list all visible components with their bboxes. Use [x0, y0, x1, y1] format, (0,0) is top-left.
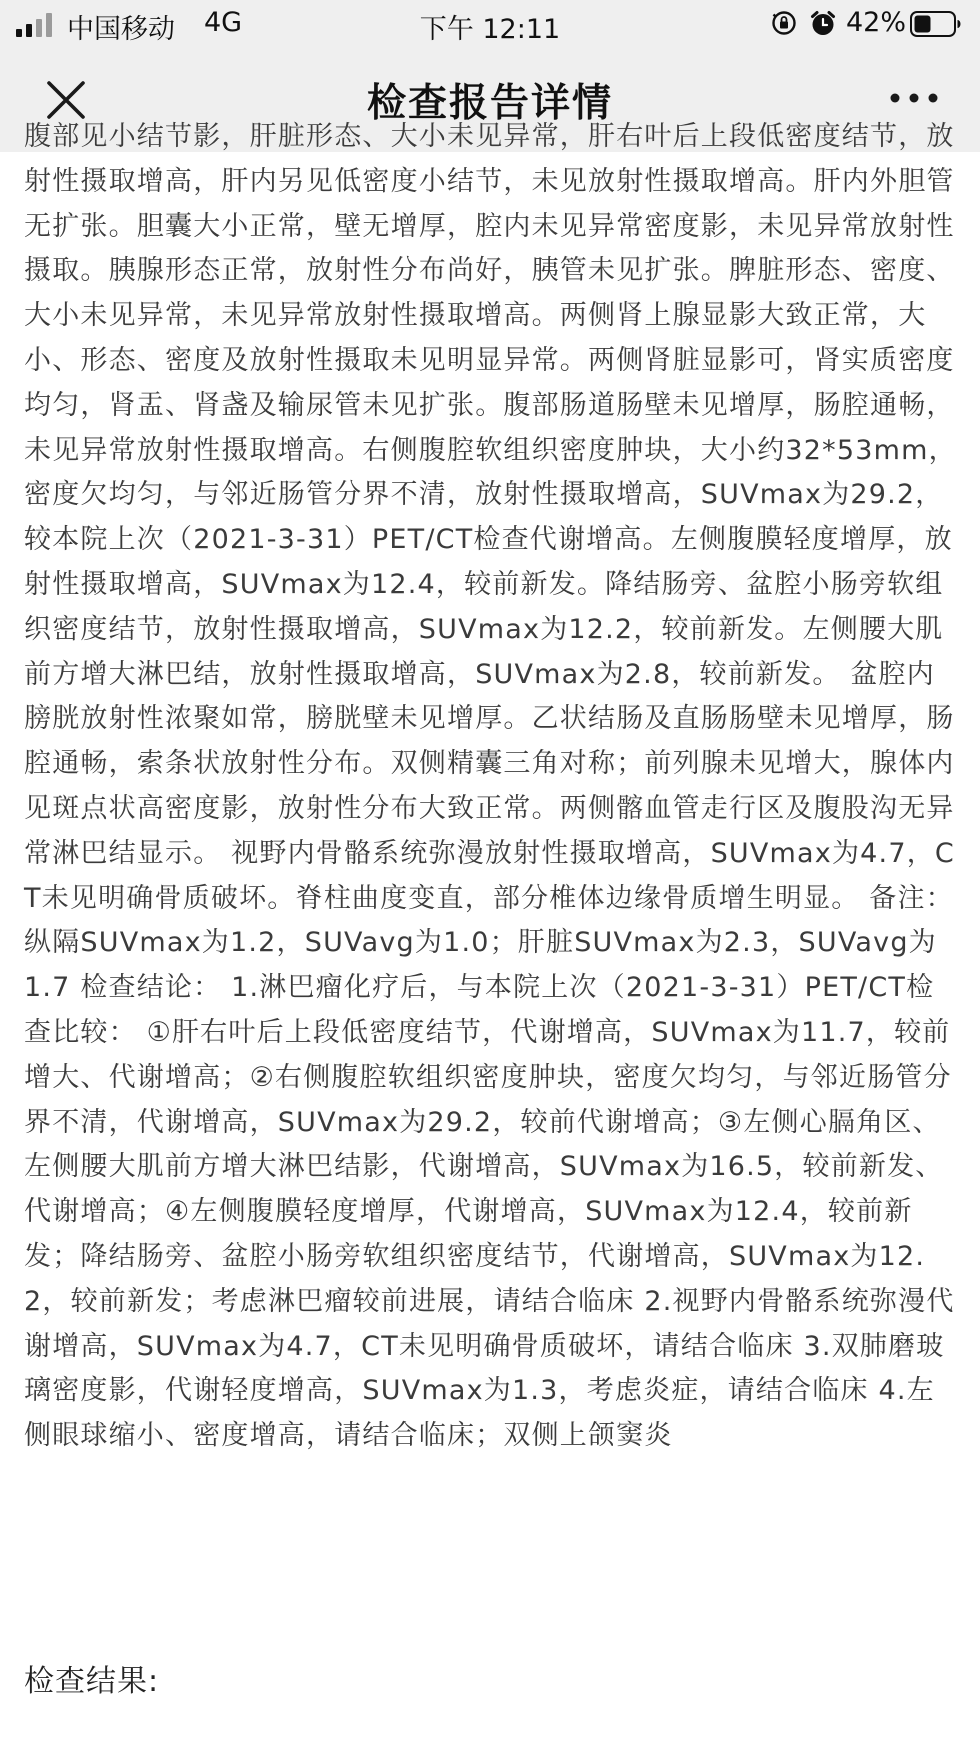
battery-icon [910, 11, 962, 37]
network-type: 4G [204, 7, 243, 38]
status-bar [0, 0, 980, 48]
result-section-label: 检查结果: [24, 1664, 160, 1699]
page-title: 检查报告详情 [366, 81, 613, 126]
alarm-icon [809, 9, 837, 37]
rotation-lock-icon [771, 10, 797, 36]
report-text: 腹部见小结节影，肝脏形态、大小未见异常，肝右叶后上段低密度结节，放射性摄取增高，肝内另见低密度小结节，未见放射性摄取增高。肝内外胆管无扩张。胆囊大小正常，壁无增厚，腔内未见异常密度影，未见异常放射性摄取。胰腺形态正常，放射性分布尚好，胰管未见扩张。脾脏形态、密度、大小未见异常，未见异常放射性摄取增高。两侧肾上腺显影大致正常，大小、形态、密度及放射性摄取未见明显异常。两侧肾脏显影可，肾实质密度均匀，肾盂、肾盏及输尿管未见扩张。腹部肠道肠壁未见增厚，肠腔通畅，未见异常放射性摄取增高。右侧腹腔软组织密度肿块，大小约32*53mm，密度欠均匀，与邻近肠管分界不清，放射性摄取增高，SUVmax为29.2，较本院上次（2021-3-31）PET/CT检查代谢增高。左侧腹膜轻度增厚，放射性摄取增高，SUVmax为12.4，较前新发。降结肠旁、盆腔小肠旁软组织密度结节，放射性摄取增高，SUVmax为12.2，较前新发。左侧腰大肌前方增大淋巴结，放射性摄取增高，SUVmax为2.8，较前新发。 盆腔内膀胱放射性浓聚如常，膀胱壁未见增厚。乙状结肠及直肠肠壁未见增厚，肠腔通畅，索条状放射性分布。双侧精囊三角对称；前列腺未见增大，腺体内见斑点状高密度影，放射性分布大致正常。两侧髂血管走行区及腹股沟无异常淋巴结显示。 视野内骨骼系统弥漫放射性摄取增高，SUVmax为4.7，CT未见明确骨质破坏。脊柱曲度变直，部分椎体边缘骨质增生明显。 备注：纵隔SUVmax为1.2，SUVavg为1.0；肝脏SUVmax为2.3，SUVavg为1.7 检查结论： 1.淋巴瘤化疗后，与本院上次（2021-3-31）PET/CT检查比较： ①肝右叶后上段低密度结节，代谢增高，SUVmax为11.7，较前增大、代谢增高；②右侧腹腔软组织密度肿块，密度欠均匀，与邻近肠管分界不清，代谢增高，SUVmax为29.2，较前代谢增高；③左侧心膈角区、左侧腰大肌前方增大淋巴结影，代谢增高，SUVmax为16.5，较前新发、代谢增高；④左侧腹膜轻度增厚，代谢增高，SUVmax为12.4，较前新发；降结肠旁、盆腔小肠旁软组织密度结节，代谢增高，SUVmax为12.2，较前新发；考虑淋巴瘤较前进展，请结合临床 2.视野内骨骼系统弥漫代谢增高，SUVmax为4.7，CT未见明确骨质破坏，请结合临床 3.双肺磨玻璃密度影，代谢轻度增高，SUVmax为1.3，考虑炎症，请结合临床 4.左侧眼球缩小、密度增高，请结合临床；双侧上颌窦炎 [24, 121, 957, 1452]
more-icon[interactable] [884, 78, 944, 118]
carrier-name: 中国移动 [67, 14, 175, 45]
battery-percent: 42% [846, 7, 907, 38]
report-content[interactable] [0, 121, 980, 1743]
status-time: 下午 12:11 [419, 14, 561, 45]
